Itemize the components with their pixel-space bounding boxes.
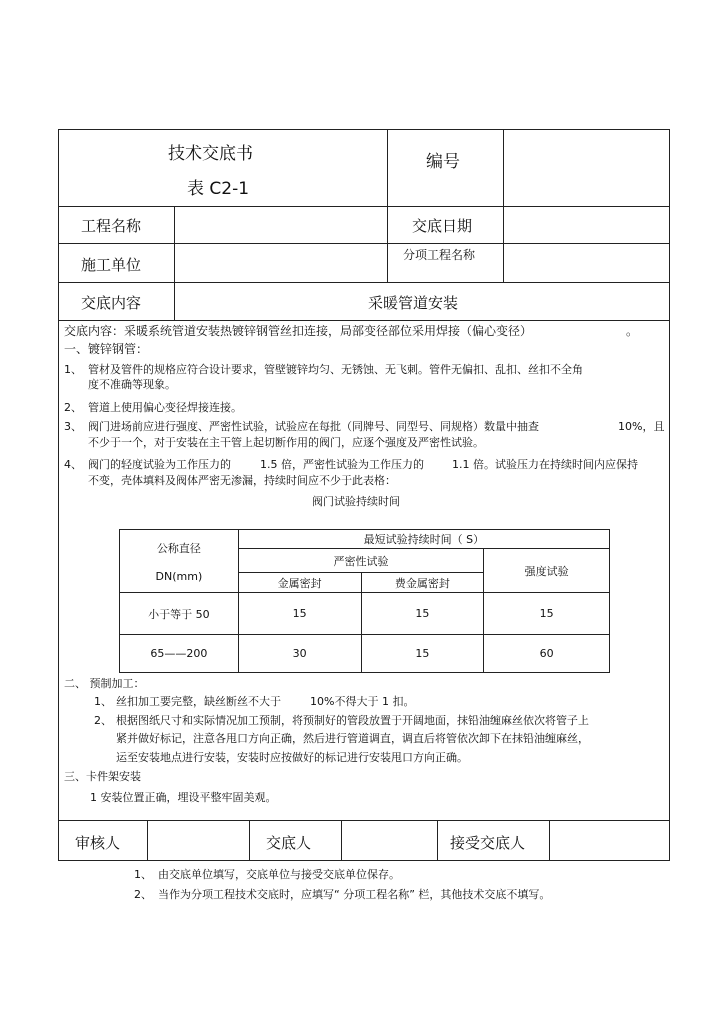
row-2-nonmetal: 15 (361, 635, 484, 673)
row-1-dn: 小于等于 50 (120, 593, 239, 635)
section-1-title: 一、镀锌钢管： (64, 342, 149, 356)
receiver-label: 接受交底人 (450, 834, 526, 852)
form-code: 表 C2-1 (187, 179, 250, 199)
item-4-line-1a: 阀门的轻度试验为工作压力的 (88, 458, 231, 471)
table-row (120, 593, 610, 635)
sub-project-label: 分项工程名称 (403, 248, 476, 262)
intro-end: 。 (626, 324, 639, 338)
row-2-dn: 65——200 (120, 635, 239, 673)
row-1-metal: 15 (238, 593, 361, 635)
vline-b (503, 129, 504, 282)
footer-vline-1 (147, 820, 148, 860)
reviewer-label: 审核人 (75, 834, 121, 852)
item-2-num: 2、 (64, 401, 82, 414)
col-nominal-header (120, 530, 239, 593)
item-3-line-2: 不少于一个，对于安装在主干管上起切断作用的阀门，应逐个强度及严密性试验。 (88, 436, 484, 449)
item-4-line-1b: 1.5 倍，严密性试验为工作压力的 (260, 458, 424, 471)
p2-2-line-2: 紧并做好标记，注意各甩口方向正确，然后进行管道调直，调直后将管依次卸下在抹铅油缠麻丝， (116, 732, 589, 745)
note-2-num: 2、 (134, 888, 152, 901)
item-3-num: 3、 (64, 420, 82, 433)
note-2: 当作为分项工程技术交底时，应填写“ 分项工程名称” 栏，其他技术交底不填写。 (158, 888, 551, 901)
vline-c (174, 206, 175, 320)
frame-right (669, 129, 670, 861)
item-4-line-2: 不变，壳体填料及阀体严密无渗漏，持续时间应不少于此表格： (88, 474, 396, 487)
row-2-strength: 60 (484, 635, 610, 673)
section-2-title: 二、 预制加工： (64, 677, 145, 690)
item-2-line-1: 管道上使用偏心变径焊接连接。 (88, 401, 242, 414)
table-caption: 阀门试验持续时间 (312, 495, 400, 508)
footer-vline-2 (249, 820, 250, 860)
col-nominal-label: 公称直径 (156, 541, 201, 555)
footer-vline-5 (549, 820, 550, 860)
note-1: 由交底单位填写，交底单位与接受交底单位保存。 (158, 868, 400, 881)
valve-test-table (119, 529, 610, 673)
col-tightness-header: 严密性试验 (238, 549, 483, 573)
col-min-time-header: 最短试验持续时间（ S） (238, 530, 609, 549)
table-row (120, 635, 610, 673)
col-nominal-unit: DN(mm) (155, 569, 203, 583)
project-name-label: 工程名称 (81, 217, 142, 235)
doc-title: 技术交底书 (168, 144, 253, 164)
footer-vline-4 (437, 820, 438, 860)
item-3-line-1a: 阀门进场前应进行强度、严密性试验，试验应在每批（同牌号、同型号、同规格）数量中抽查 (88, 420, 539, 433)
col-metal-header: 金属密封 (238, 573, 361, 593)
item-1-line-2: 度不准确等现象。 (88, 378, 176, 391)
item-3-line-1b: 10%，且 (618, 420, 665, 433)
frame-bottom (58, 860, 670, 861)
row-1-nonmetal: 15 (361, 593, 484, 635)
item-1-num: 1、 (64, 363, 82, 376)
col-nonmetal-header: 费金属密封 (361, 573, 484, 593)
frame-left (58, 129, 59, 861)
hline-2 (58, 243, 670, 244)
frame-top (58, 129, 670, 130)
p2-2-line-3: 运至安装地点进行安装，安装时应按做好的标记进行安装甩口方向正确。 (116, 751, 468, 764)
content-label: 交底内容 (81, 294, 142, 312)
note-1-num: 1、 (134, 868, 152, 881)
item-4-line-1c: 1.1 倍。试验压力在持续时间内应保持 (452, 458, 638, 471)
row-1-strength: 15 (484, 593, 610, 635)
item-1-line-1: 管材及管件的规格应符合设计要求，管壁镀锌均匀、无锈蚀、无飞刺。管件无偏扣、乱扣、丝扣不全角 (88, 363, 583, 376)
p2-1a: 丝扣加工要完整，缺丝断丝不大于 (116, 695, 281, 708)
col-strength-header: 强度试验 (484, 549, 610, 593)
hline-4 (58, 320, 670, 321)
item-4-num: 4、 (64, 458, 82, 471)
p3-1: 1 安装位置正确，埋设平整牢固美观。 (90, 791, 277, 804)
p2-2-line-1: 根据图纸尺寸和实际情况加工预制，将预制好的管段放置于开阔地面，抹铅油缠麻丝依次将管子上 (116, 714, 589, 727)
number-label: 编号 (426, 152, 460, 172)
discloser-label: 交底人 (266, 834, 312, 852)
footer-vline-3 (341, 820, 342, 860)
p2-1-num: 1、 (94, 695, 112, 708)
content-value: 采暖管道安装 (368, 294, 459, 312)
row-2-metal: 30 (238, 635, 361, 673)
construction-unit-label: 施工单位 (81, 256, 142, 274)
p2-2-num: 2、 (94, 714, 112, 727)
intro-text: 交底内容：采暖系统管道安装热镀锌钢管丝扣连接，局部变径部位采用焊接（偏心变径） (64, 324, 533, 338)
vline-a (387, 129, 388, 282)
section-3-title: 三、卡件架安装 (64, 770, 141, 783)
date-label: 交底日期 (412, 217, 473, 235)
hline-3 (58, 282, 670, 283)
p2-1b: 10%不得大于 1 扣。 (310, 695, 415, 708)
hline-1 (58, 206, 670, 207)
hline-5 (58, 820, 670, 821)
